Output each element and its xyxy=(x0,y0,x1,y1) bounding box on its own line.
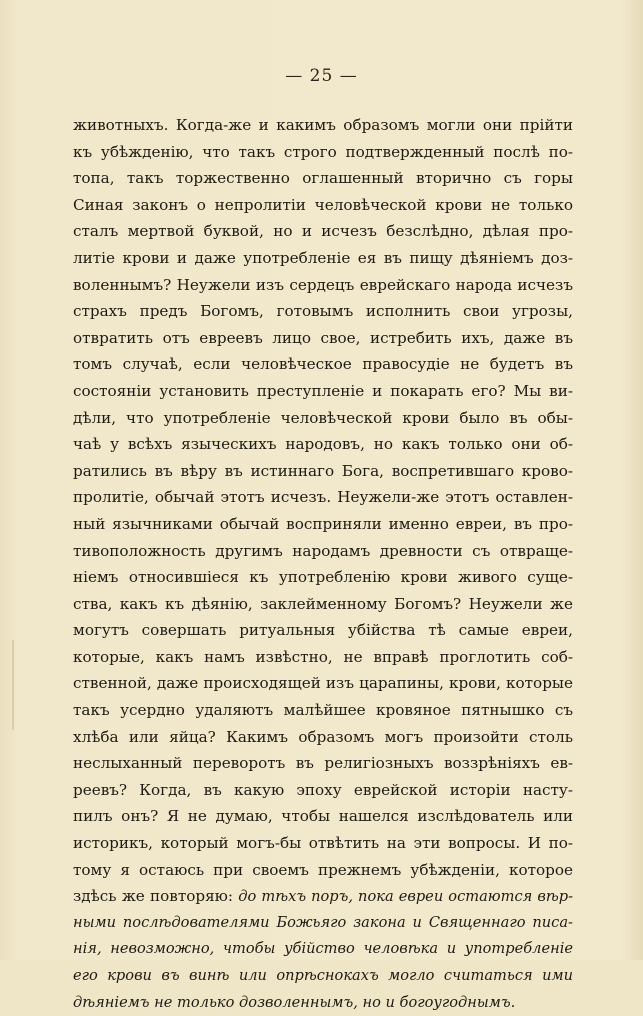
text-line: ніемъ относившіеся къ употребленію крови живого суще- xyxy=(73,568,573,587)
text-line: пролитіе, обычай этотъ исчезъ. Неужели-же этотъ оставлен- xyxy=(73,488,573,507)
text-line: животныхъ. Когда-же и какимъ образомъ могли они прійти xyxy=(73,116,573,134)
text-line: тому я остаюсь при своемъ прежнемъ убѣжденіи, которое xyxy=(73,860,573,879)
text-line-mixed xyxy=(73,883,573,910)
text-line: къ убѣжденію, что такъ строго подтвержденный послѣ по- xyxy=(73,142,573,161)
text-line: тивоположность другимъ народамъ древности съ отвраще- xyxy=(73,541,573,560)
text-line: историкъ, который могъ-бы отвѣтить на эти вопросы. И по- xyxy=(73,834,573,853)
text-line: такъ усердно удаляютъ малѣйшее кровяное пятнышко съ xyxy=(73,701,573,720)
text-line: которые, какъ намъ извѣстно, не вправѣ проглотить соб- xyxy=(73,647,573,666)
text-line: сталъ мертвой буквой, но и исчезъ безслѣдно, дѣлая про- xyxy=(73,222,573,241)
body-text xyxy=(73,112,573,1016)
text-line: литіе крови и даже употребленіе ея въ пищу дѣяніемъ доз- xyxy=(73,248,573,267)
italic-text-line: нія, невозможно, чтобы убійство человѣка и употребленіе xyxy=(73,940,573,958)
text-line: хлѣба или яйца? Какимъ образомъ могъ произойти столь xyxy=(73,727,573,746)
italic-text-line: дѣяніемъ не только дозволеннымъ, но и богоугоднымъ. xyxy=(73,993,516,1011)
text-line: ства, какъ къ дѣянію, заклейменному Богомъ? Неужели же xyxy=(73,594,573,613)
text-line: могутъ совершать ритуальныя убійства тѣ самые евреи, xyxy=(73,621,573,640)
page-binding-shadow xyxy=(12,640,14,730)
text-line: ратились въ вѣру въ истиннаго Бога, воспретившаго крово- xyxy=(73,461,573,480)
text-line: отвратить отъ евреевъ лицо свое, истребить ихъ, даже въ xyxy=(73,328,573,347)
page-number: — 25 — xyxy=(285,66,358,86)
text-line: пилъ онъ? Я не думаю, чтобы нашелся изслѣдователь или xyxy=(73,807,573,826)
text-line: дѣли, что употребленіе человѣческой крови было въ обы- xyxy=(73,408,573,427)
text-line: ный язычниками обычай восприняли именно евреи, въ про- xyxy=(73,514,573,533)
text-line: реевъ? Когда, въ какую эпоху еврейской исторіи насту- xyxy=(73,780,573,799)
italic-text-line: его крови въ винѣ или опрѣснокахъ могло считаться ими xyxy=(73,967,573,984)
text-line: томъ случаѣ, если человѣческое правосудіе не будетъ въ xyxy=(73,355,573,374)
text-line: топа, такъ торжественно оглашенный вторично съ горы xyxy=(73,169,573,188)
text-line: ственной, даже происходящей изъ царапины, крови, которые xyxy=(73,674,573,693)
italic-text-run: до тѣхъ поръ, пока евреи остаются вѣр- xyxy=(238,888,573,906)
text-line: неслыханный переворотъ въ религіозныхъ воззрѣніяхъ ев- xyxy=(73,754,573,773)
text-line: воленнымъ? Неужели изъ сердецъ еврейскаго народа исчезъ xyxy=(73,275,573,294)
text-line: чаѣ у всѣхъ языческихъ народовъ, но какъ только они об- xyxy=(73,435,573,454)
text-line: страхъ предъ Богомъ, готовымъ исполнить свои угрозы, xyxy=(73,302,573,321)
text-line: состояніи установить преступленіе и покарать его? Мы ви- xyxy=(73,381,573,400)
text-line: Синая законъ о непролитіи человѣческой крови не только xyxy=(73,195,573,214)
italic-text-line: ными послѣдователями Божьяго закона и Священнаго писа- xyxy=(73,913,573,931)
regular-text-run: здѣсь же повторяю: xyxy=(73,887,239,906)
